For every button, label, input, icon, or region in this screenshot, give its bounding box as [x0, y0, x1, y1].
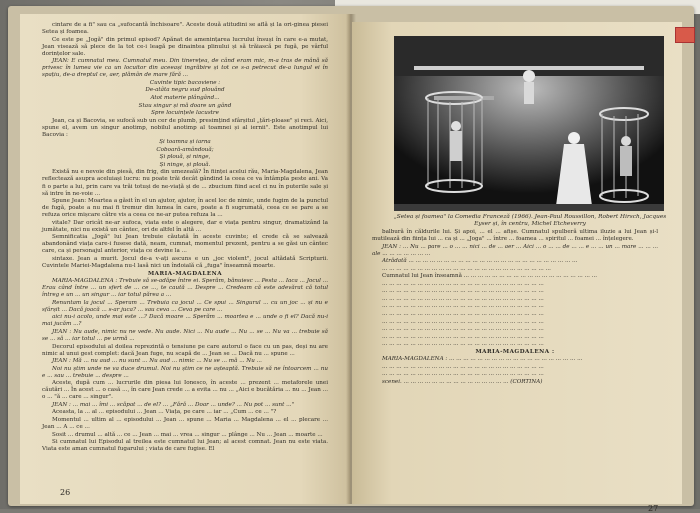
- text-line: Decorul episodului al doilea reprezintă o tensiune pe care autorul o face cu un pas, deși nu are nimic al unui gest complet: dacă Jean fuge, nu scapă de ... Jean se ... Dacă nu ... spune ...: [42, 343, 328, 357]
- text-line: ... ... ... ... ... ... ... ... ... ... ... ... ... ... ... ... ... ... ... ... ... ... ...: [382, 303, 544, 310]
- text-line: sintaxe. Jean a murit. Jocul de-a v-ați ascuns e un „joc violent", jocul altădată Scripturii. Cuvintele Mariei-Magdalena nu-l lasă nici un îndoială că „fuga" înseamnă moarte.: [42, 256, 328, 270]
- text-line: cintare de a fi" sau ca „sufocantă închisoare". Aceste două atitudini se află și la ori-ginea piesei Setea și foamea.: [42, 22, 328, 36]
- text-line: ... ... ... ... ... ... ... ... ... ... ... ... ... ... ... ... ... ... ... ... ... ... ...: [382, 311, 544, 318]
- text-line: Coboară-amândouă;: [156, 146, 214, 153]
- text-line: Noi nu știm unde ne va duce drumul. Noi nu știm ce ne așteaptă. Trebuie să ne întoarcem ... nu e ... sau ... trebuie ... despre ...: [42, 365, 328, 379]
- text-line: Aceste, după cum ... lucrurile din piesa lui Ionesco, în aceste ... prezent ... metaforele unei căutări ... În acest ... o casă ..., în care Jean crede ... a evita ... nu ... „Aici e bucătăria ... nu ... Jean ... o ... "ă ... care ... singur".: [42, 380, 328, 401]
- text-line: Cumnatul lui Jean înseamnă ... ... ... ... ... ... ... ... ... ... ... ... ... ... ... ... ... ... ...: [382, 273, 598, 280]
- text-line: ... ... ... ... ... ... ... ... ... ... ... ... ... ... ... ... ... ... ... ... ... ... ...: [382, 341, 544, 348]
- left-page-text: [42, 22, 328, 454]
- text-line: De-atâta negru sud plouând: [145, 87, 225, 94]
- text-line: MARIA-MAGDALENA: [147, 270, 223, 277]
- text-line: ... ... ... ... ... ... ... ... ... ... ... ... ... ... ... ... ... ... ... ... ... ... ...: [382, 288, 544, 295]
- text-line: ... ... ... ... ... ... ... ... ... ... ... ... ... ... ... ... ... ... ... ... ... ... ...: [382, 280, 544, 287]
- text-line: Atot materie plângând...: [150, 94, 220, 101]
- text-line: ... ... ... ... ... ... ... ... ... ... ... ... ... ... ... ... ... ... ... ... ... ... ...: [382, 333, 544, 340]
- text-line: ... ... ... ... ... ... ... ... ... ... ... ... ... ... ... ... ... ... ... ... ... ... ... ...: [382, 265, 551, 272]
- text-line: aici nu-i acolo, unde mai este ...? Dacă moare ... Sperăm ... moartea e ... unde o fi el? Dacă nu-i mai jucăm ...?: [42, 314, 328, 328]
- right-page-text: [372, 229, 658, 386]
- text-line: MARIA-MAGDALENA : ... ... ... ... ... ... ... ... ... ... ... ... ... ... ... ... ... ... ...: [382, 356, 583, 363]
- stage-photo-image: [394, 36, 664, 211]
- text-line: ... ... ... ... ... ... ... ... ... ... ... ... ... ... ... ... ... ... ... ... ... ... ...: [382, 363, 544, 370]
- text-line: ... ... ... ... ... ... ... ... ... ... ... ... ... ... ... ... ... ... ... ... ... ... ...: [382, 326, 544, 333]
- text-line: Stau singur și mă doare un gând: [138, 102, 232, 109]
- text-line: ... ... ... ... ... ... ... ... ... ... ... ... ... ... ... ... ... ... ... ... ... ... ...: [382, 371, 544, 378]
- text-line: JEAN: E cumnatul meu. Cumnatul meu. Din tinerețea, de când eram mic, m-a tras de mână să privesc în lumea vie ca un locuitor din aceeași ingrăbire și tot ce s-a petrecut de-a lungul ei în spațiu, de-a dreptul ce, aer, plămân de mare fără ...: [42, 58, 328, 79]
- text-line: Semnificatia „Jogă" lui Jean trebuie căutată în aceste cuvinte; el crede că se salvează abandonând viața care-i fusese dată, neam, cumnat, momentul prezent, pentru a se găsi un cântec care, ca și personajul anterior, viața ce devine la ...: [42, 234, 328, 255]
- text-line: Sosit ... drumul ... altă ... ce ... Jean ... mai ... vrea ... singur ... plânge ... Nu ... Jean ... moarte ...: [52, 431, 323, 438]
- text-line: JEAN : ... mai ... îmi ... scăpat ... de el? ... „Fără ... Doar ... unde? ... Nu pot ... sunt ...": [52, 401, 295, 408]
- text-line: MARIA-MAGDALENA : Trebuie să se-adăpe între ei. Sperăm, bănuiesc ... Pesta ... Iaca ... Jocul ... Erau când între ... un sfert de ... ce ..., te caută ... Despre ... Credeam că este adevărat că totul întreg e un ... un singur ... iar totul părea a ...: [42, 278, 328, 299]
- text-line: Cuvinte tipic bacoviene :: [149, 79, 221, 86]
- text-line: Spune Jean: Moartea a găsit în el un ajutor, ajutor, în acel loc de nimic, unde fugim de la punctul de fugă, poate a nu mai fi tremur din lumea în care, poate a fi sugrumată, ceea ce se pare a se refuza orice mișcare către vis a ceea ce ne-ar putea refuza la ...: [42, 198, 328, 219]
- text-line: balbură în căldurile lui. Și apoi, ... el ... afișe. Cumnatul spulberă ultima iluzie a lui Jean și-l mutilează din ființa lui ... ca și ... „Joga" ... între ... foamea ... spiritul ... foamei ... înțelegere.: [372, 229, 658, 243]
- text-line: Ce este pe „Jogă" din primul episod? Apănat de amenințarea lucrului însuși în care e-a mutat, Jean visează să plece de la tot ce-i leagă pe dinaintea plinului și să trăiască pe fugă, pe vârful dorințelor sale.: [42, 36, 328, 57]
- text-line: Și plouă, și ninge,: [159, 154, 211, 161]
- right-page-number: 27: [648, 504, 659, 513]
- text-line: ... ... ... ... ... ... ... ... ... ... ... ... ... ... ... ... ... ... ... ... ... ... ...: [382, 318, 544, 325]
- text-line: Renuntam la jocul ... Speram ... Trebuia ca jocul ... Ce spui ... Singurul ... cu un joc ... și nu e sfârșit ... Dacă joacă ... s-ar juca? ... sau ceva ... Ceva pe care ...: [42, 299, 328, 313]
- text-line: Există nu e nevoie din piesă, din frig, din umezeală? În ființei acelui rău, Maria-Magdalena, Jean reflectează asupra aceluiași lucru: nu poate trăi decât gândind la ceea ce va întâmpla peste ani. Va fi o parte a lui, prin care va trăi totuși de ne-viață și de ... zbucium fiind acel ci nu în puterile sale și să intre în ne-voie ...: [42, 169, 328, 197]
- text-line: vitale? Dar oricât ne-ar sufoca, viata este o alegere, dar e viața pentru singur, dramatizând la jumătate, nici nu există un cântec, ori de altfel în altă ...: [42, 219, 328, 233]
- text-line: Și ninge, și plouă.: [159, 161, 211, 168]
- text-line: Atrădată ... ... ... ... ... ... ... ... ... ... ... ... ... ... ... ... ... ... ... ... ... ... ... ...: [382, 258, 578, 265]
- text-line: Jean, ca și Bacovia, se sufocă sub un cer de plumb, presimțind sfârșitul „țări-ploase" și reci. Aici, spune el, avem un singur anotimp, nobilul anotimp al toamnei și al iernii". Este anotimpul lui Bacovia :: [42, 117, 328, 138]
- text-line: JEAN : Nu aude, nimic nu ne vede. Nu aude. Nici ... Nu aude ... Nu ... se ... Nu va ... trebuie să se ... să ... iar totul ... pe urmă ...: [42, 328, 328, 343]
- bookmark-flag: [675, 27, 695, 43]
- text-line: MARIA-MAGDALENA :: [475, 348, 555, 355]
- text-line: Și toamna și iarna: [159, 139, 211, 146]
- text-line: scenei. ... ... ... ... ... ... ... ... ... ... ... ... ... ... ... (CORTINA): [382, 378, 543, 385]
- left-page-number: 26: [60, 488, 71, 497]
- left-page: [20, 14, 350, 504]
- text-line: Spre locuințele lacustre: [151, 110, 219, 117]
- photo-caption: „Setea și foamea" la Comedia Franceză (1966). Jean-Paul Roussillon, Robert Hirsch, Jacques Eyser și, în centru, Michel Etcheverry: [393, 214, 667, 227]
- text-line: JEAN : ... Nu ... pare ... o ... ... nici ... de ... aer ... Aici ... o ... ... de ... ... e ... ... un ... mare ... ... ... ale ... ... ... ... ... ... ...: [372, 243, 658, 257]
- right-page: [352, 22, 682, 513]
- text-line: Momentul ... ultim al ... episodului ... Jean ... spune ... Maria ... Magdalena ... el ... plecare ... Jean ... A ... ce ...: [42, 417, 328, 431]
- text-line: JEAN : Mă ... nu aud ... nu sunt ... Nu aud ... nimic ... Nu se ... mă ... Nu ...: [52, 358, 262, 365]
- text-line: Si cumnatul lui Episodul al treilea este cumnatul lui Jean; al acest comnat. Jean nu este viata. Viata este aman cumnatul fugarului ; viata de care fugise. El: [42, 439, 328, 453]
- text-line: ... ... ... ... ... ... ... ... ... ... ... ... ... ... ... ... ... ... ... ... ... ... ...: [382, 295, 544, 302]
- stage-photo: [394, 36, 664, 211]
- text-line: Aceasta, la ... al ... episodului ... Jean ... Viața, pe care ... iar ... „Cum ... ce ... "?: [52, 409, 277, 416]
